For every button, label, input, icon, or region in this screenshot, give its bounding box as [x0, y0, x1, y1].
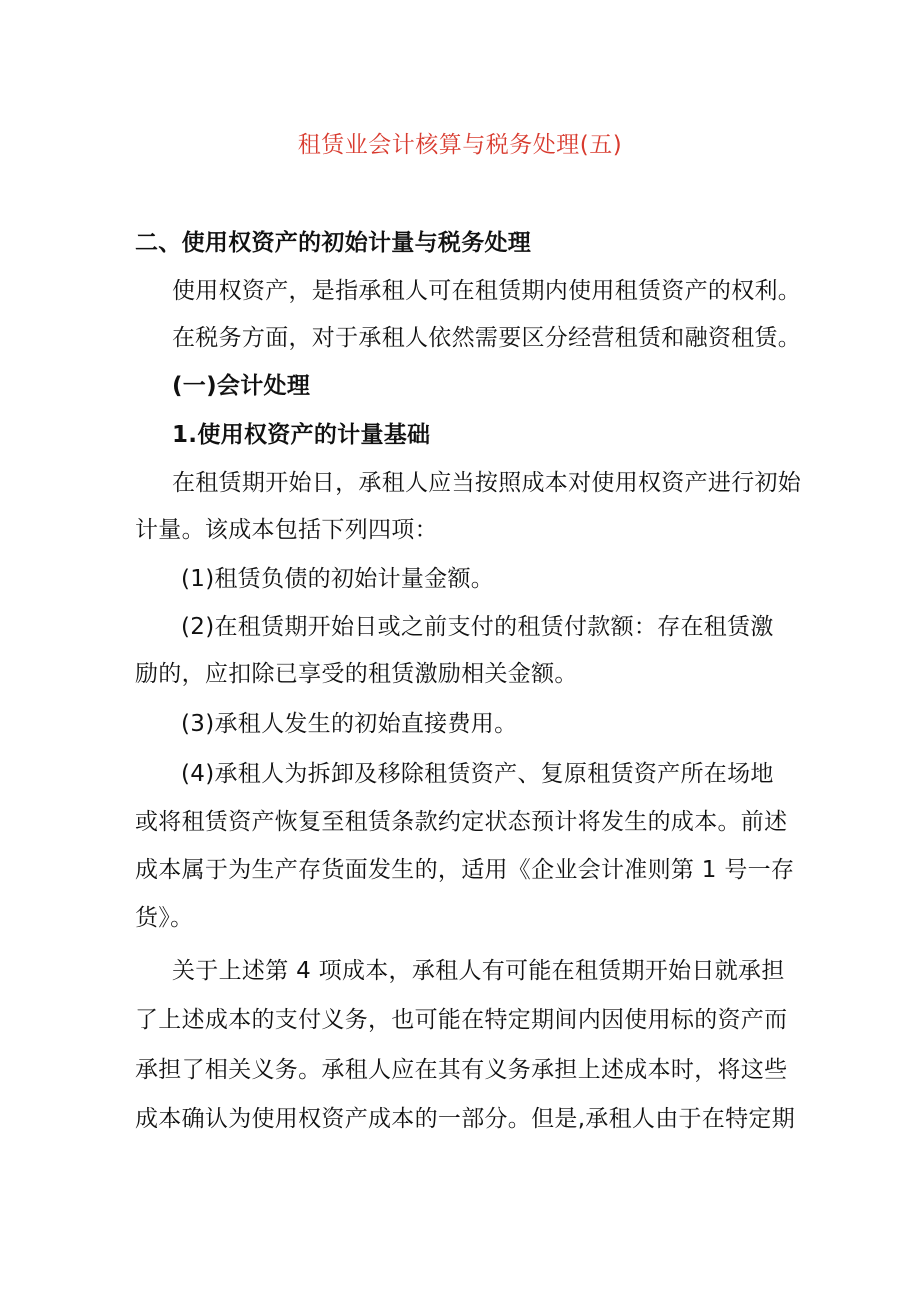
list-item: (3)承租人发生的初始直接费用。 — [181, 711, 518, 737]
paragraph-line: 使用权资产，是指承租人可在租赁期内使用租赁资产的权利。 — [172, 278, 802, 304]
list-item: (1)租赁负债的初始计量金额。 — [181, 566, 495, 592]
paragraph-line: 成本确认为使用权资产成本的一部分。但是,承租人由于在特定期 — [135, 1106, 796, 1132]
paragraph-line: 在税务方面，对于承租人依然需要区分经营租赁和融资租赁。 — [172, 325, 802, 351]
subsubsection-heading: 1.使用权资产的计量基础 — [172, 422, 431, 448]
list-item-continuation: 或将租赁资产恢复至租赁条款约定状态预计将发生的成本。前述 — [135, 809, 788, 835]
paragraph-line: 计量。该成本包括下列四项： — [135, 517, 438, 543]
subsection-heading: (一)会计处理 — [172, 373, 311, 399]
paragraph-line: 了上述成本的支付义务，也可能在特定期间内因使用标的资产而 — [135, 1007, 788, 1033]
list-item-continuation: 货》。 — [135, 905, 194, 931]
section-heading: 二、使用权资产的初始计量与税务处理 — [135, 230, 532, 256]
list-item: (2)在租赁期开始日或之前支付的租赁付款额：存在租赁激 — [181, 614, 774, 640]
paragraph-line: 关于上述第 4 项成本，承租人有可能在租赁期开始日就承担 — [172, 958, 785, 984]
paragraph-line: 承担了相关义务。承租人应在其有义务承担上述成本时，将这些 — [135, 1057, 788, 1083]
list-item-continuation: 励的，应扣除已享受的租赁激励相关金额。 — [135, 661, 578, 687]
paragraph-line: 在租赁期开始日，承租人应当按照成本对使用权资产进行初始 — [172, 470, 802, 496]
list-item: (4)承租人为拆卸及移除租赁资产、复原租赁资产所在场地 — [181, 761, 774, 787]
document-title: 租赁业会计核算与税务处理(五) — [297, 132, 623, 158]
list-item-continuation: 成本属于为生产存货面发生的，适用《企业会计准则第 1 号一存 — [135, 857, 795, 883]
